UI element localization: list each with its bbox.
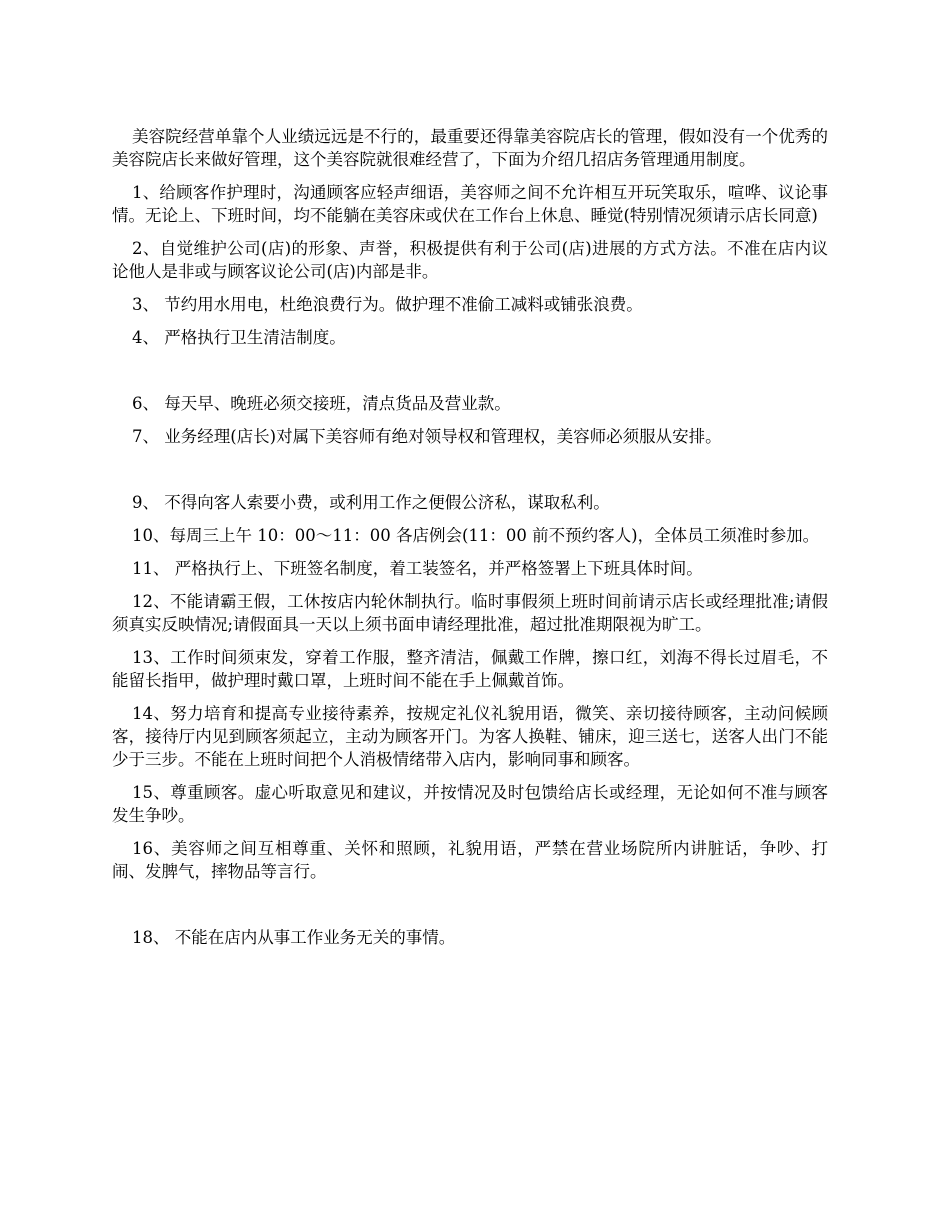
blank-gap — [112, 359, 828, 392]
rule-item-6: 6、 每天早、晚班必须交接班，清点货品及营业款。 — [132, 394, 511, 413]
rule-item-7: 7、 业务经理(店长)对属下美容师有绝对领导权和管理权，美容师必须服从安排。 — [132, 427, 722, 446]
rule-item-13: 13、工作时间须束发，穿着工作服，整齐清洁，佩戴工作牌，擦口红，刘海不得长过眉毛，不能留长指甲，做护理时戴口罩，上班时间不能在手上佩戴首饰。 — [112, 648, 828, 690]
rule-item-1: 1、给顾客作护理时，沟通顾客应轻声细语，美容师之间不允许相互开玩笑取乐，喧哗、议论事情。无论上、下班时间，均不能躺在美容床或伏在工作台上休息、睡觉(特别情况须请示店长同意) — [112, 183, 828, 225]
rule-item-18: 18、 不能在店内从事工作业务无关的事情。 — [132, 928, 456, 947]
rule-item-16: 16、美容师之间互相尊重、关怀和照顾，礼貌用语，严禁在营业场院所内讲脏话，争吵、打闹、发脾气，摔物品等言行。 — [112, 839, 828, 881]
rule-item-2: 2、自觉维护公司(店)的形象、声誉，积极提供有利于公司(店)进展的方式方法。不准在店内议论他人是非或与顾客议论公司(店)内部是非。 — [112, 239, 828, 281]
intro-paragraph: 美容院经营单靠个人业绩远远是不行的，最重要还得靠美容院店长的管理，假如没有一个优秀的美容院店长来做好管理，这个美容院就很难经营了，下面为介绍几招店务管理通用制度。 — [112, 127, 828, 169]
rule-item-11: 11、 严格执行上、下班签名制度，着工装签名，并严格签署上下班具体时间。 — [132, 559, 703, 578]
rule-item-9: 9、 不得向客人索要小费，或利用工作之便假公济私，谋取私利。 — [132, 493, 610, 512]
rule-item-10: 10、每周三上午 10：00～11：00 各店例会(11：00 前不预约客人)，全体员工须准时参加。 — [132, 526, 820, 545]
rule-item-4: 4、 严格执行卫生清洁制度。 — [132, 328, 346, 347]
blank-gap — [112, 893, 828, 926]
rule-item-15: 15、尊重顾客。虚心听取意见和建议，并按情况及时包馈给店长或经理，无论如何不准与顾客发生争吵。 — [112, 783, 828, 825]
document-body — [112, 125, 828, 959]
blank-gap — [112, 458, 828, 491]
rule-item-14: 14、努力培育和提高专业接待素养，按规定礼仪礼貌用语，微笑、亲切接待顾客，主动问候顾客，接待厅内见到顾客须起立，主动为顾客开门。为客人换鞋、铺床，迎三送七，送客人出门不能少于三步。不能在上班时间把个人消极情绪带入店内，影响同事和顾客。 — [112, 704, 828, 769]
rule-item-3: 3、 节约用水用电，杜绝浪费行为。做护理不准偷工减料或铺张浪费。 — [132, 295, 643, 314]
rule-item-12: 12、不能请霸王假，工休按店内轮休制执行。临时事假须上班时间前请示店长或经理批准;请假须真实反映情况;请假面具一天以上须书面申请经理批准，超过批准期限视为旷工。 — [112, 592, 828, 634]
